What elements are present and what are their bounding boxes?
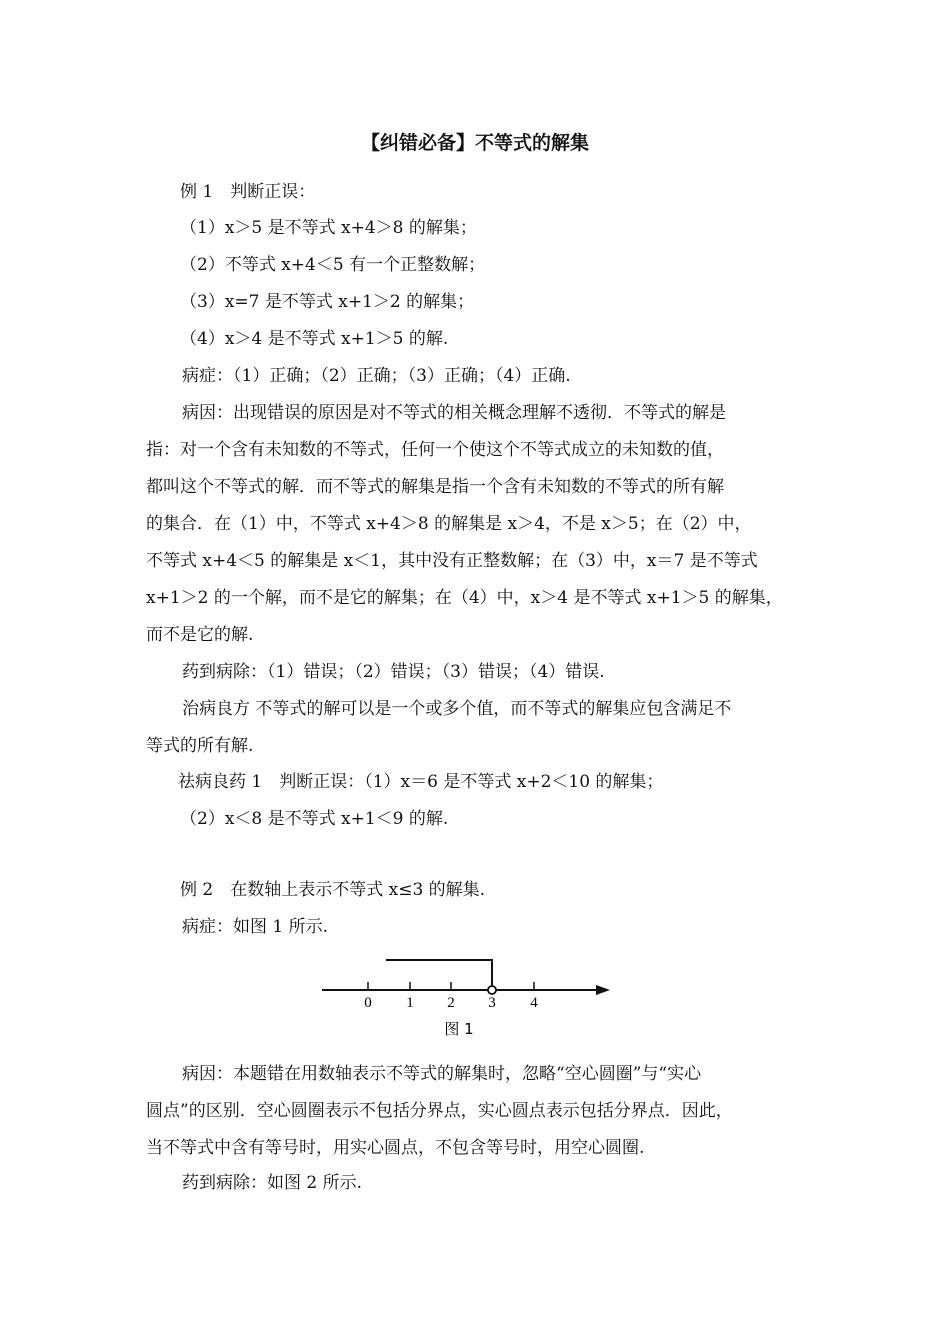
cause-line-3: 都叫这个不等式的解．而不等式的解集是指一个含有未知数的不等式的所有解 (146, 477, 724, 497)
practice-1-line-2: （2）x＜8 是不等式 x+1＜9 的解. (180, 809, 449, 829)
remedy-1: 药到病除：（1）错误；（2）错误；（3）错误；（4）错误. (182, 662, 605, 682)
statement-3: （3）x=7 是不等式 x+1＞2 的解集； (180, 292, 475, 312)
axis-arrow (596, 985, 610, 995)
remedy-2: 药到病除：如图 2 所示. (182, 1173, 363, 1193)
cause2-line-1: 病因：本题错在用数轴表示不等式的解集时，忽略“空心圆圈”与“实心 (182, 1064, 702, 1084)
cause-line-4: 的集合．在（1）中，不等式 x+4＞8 的解集是 x＞4，不是 x＞5；在（2）中， (146, 514, 752, 534)
cause-line-7: 而不是它的解. (146, 625, 254, 645)
cause-line-2: 指：对一个含有未知数的不等式，任何一个使这个不等式成立的未知数的值， (146, 440, 724, 460)
tick-label-4: 4 (530, 995, 538, 1011)
example1-heading: 例 1 判断正误： (180, 182, 316, 202)
symptom-2: 病症：如图 1 所示. (182, 917, 329, 937)
cause2-line-3: 当不等式中含有等号时，用实心圆点，不包含等号时，用空心圆圈. (146, 1138, 645, 1158)
statement-1: （1）x＞5 是不等式 x+4＞8 的解集； (180, 218, 477, 238)
cause2-line-2: 圆点”的区别．空心圆圈表示不包括分界点，实心圆点表示包括分界点．因此， (146, 1101, 733, 1121)
cause-line-1: 病因：出现错误的原因是对不等式的相关概念理解不透彻．不等式的解是 (182, 403, 726, 423)
statement-4: （4）x＞4 是不等式 x+1＞5 的解. (180, 329, 449, 349)
document-title: 【纠错必备】不等式的解集 (360, 132, 589, 154)
figure-caption: 图 1 (444, 1020, 474, 1038)
tick-label-3: 3 (488, 995, 496, 1011)
tip-line-2: 等式的所有解. (146, 736, 254, 756)
cause-line-5: 不等式 x+4＜5 的解集是 x＜1，其中没有正整数解；在（3）中，x＝7 是不等式 (146, 551, 758, 571)
tick-label-0: 0 (364, 995, 372, 1011)
solution-bracket (386, 960, 492, 986)
example2-heading: 例 2 在数轴上表示不等式 x≤3 的解集. (180, 880, 486, 900)
cause-line-6: x+1＞2 的一个解，而不是它的解集；在（4）中，x＞4 是不等式 x+1＞5 的解集， (146, 588, 783, 608)
number-line-figure (318, 950, 618, 1042)
tick-label-1: 1 (406, 995, 414, 1011)
statement-2: （2）不等式 x+4＜5 有一个正整数解； (180, 255, 486, 275)
tip-line-1: 治病良方 不等式的解可以是一个或多个值，而不等式的解集应包含满足不 (182, 699, 732, 719)
practice-1-line-1: 祛病良药 1 判断正误：（1）x＝6 是不等式 x+2＜10 的解集； (178, 772, 664, 792)
tick-label-2: 2 (447, 995, 455, 1011)
open-circle-point (488, 986, 496, 994)
symptom-1: 病症：（1）正确；（2）正确；（3）正确；（4）正确. (182, 366, 571, 386)
